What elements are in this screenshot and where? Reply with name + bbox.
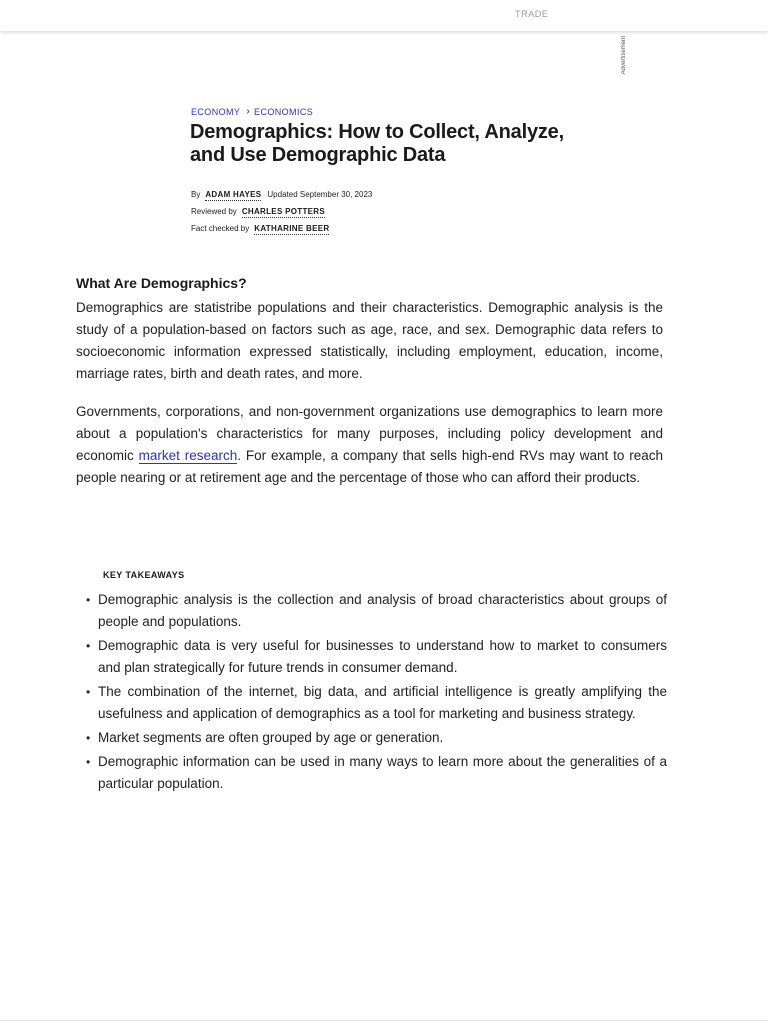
reviewer-byline [191, 207, 325, 218]
list-item: • The combination of the internet, big data, and artificial intelligence is greatly amplifying the usefulness and application of demographics as a tool for marketing and business strategy. [98, 681, 667, 725]
key-takeaways-list [98, 589, 667, 797]
article-paragraph [76, 401, 663, 489]
updated-date: Updated September 30, 2023 [267, 190, 373, 199]
factcheck-byline [191, 224, 329, 235]
author-byline [191, 190, 372, 201]
list-item: • Demographic information can be used in many ways to learn more about the generalities of a particular population. [98, 751, 667, 795]
breadcrumb-economy[interactable]: ECONOMY [191, 106, 241, 117]
market-research-link[interactable]: market research [138, 448, 238, 463]
article-paragraph: Demographics are statistribe populations and their characteristics. Demographic analysis is the study of a population-based on factors such as age, race, and sex. Demographic data refers to socioeconomic information expressed statistically, including employment, education, income, marriage rates, birth and death rates, and more. [76, 300, 663, 381]
page-title: Demographics: How to Collect, Analyze, and Use Demographic Data [190, 121, 564, 166]
top-navigation-bar [0, 0, 768, 31]
chevron-right-icon: › [246, 106, 251, 117]
list-item: • Demographic analysis is the collection and analysis of broad characteristics about groups of people and populations. [98, 589, 667, 633]
trade-nav-link[interactable]: TRADE [515, 9, 549, 19]
factcheck-prefix: Fact checked by [191, 224, 250, 233]
reviewer-link[interactable]: CHARLES POTTERS [241, 207, 325, 216]
author-prefix: By [191, 190, 201, 199]
paragraph-text: Governments, corporations, and non-government organizations use demographics to learn more about a population's characteristics for many purposes, including policy development and economic [76, 404, 663, 463]
author-link[interactable]: ADAM HAYES [205, 190, 262, 199]
section-heading: What Are Demographics? [76, 275, 247, 291]
paragraph-text: . For example, a company that sells high-end RVs may want to reach people nearing or at retirement age and the percentage of those who can afford their products. [76, 448, 663, 485]
list-item: • Demographic data is very useful for businesses to understand how to market to consumers and plan strategically for future trends in consumer demand. [98, 635, 667, 679]
key-takeaways-heading: KEY TAKEAWAYS [103, 570, 185, 580]
reviewer-prefix: Reviewed by [191, 207, 237, 216]
factchecker-link[interactable]: KATHARINE BEER [254, 224, 330, 233]
breadcrumb-economics[interactable]: ECONOMICS [254, 106, 314, 117]
divider [0, 1020, 768, 1021]
list-item: • Market segments are often grouped by age or generation. [98, 727, 667, 749]
advertisement-label: Advertisement [621, 36, 627, 75]
breadcrumb [191, 106, 313, 117]
